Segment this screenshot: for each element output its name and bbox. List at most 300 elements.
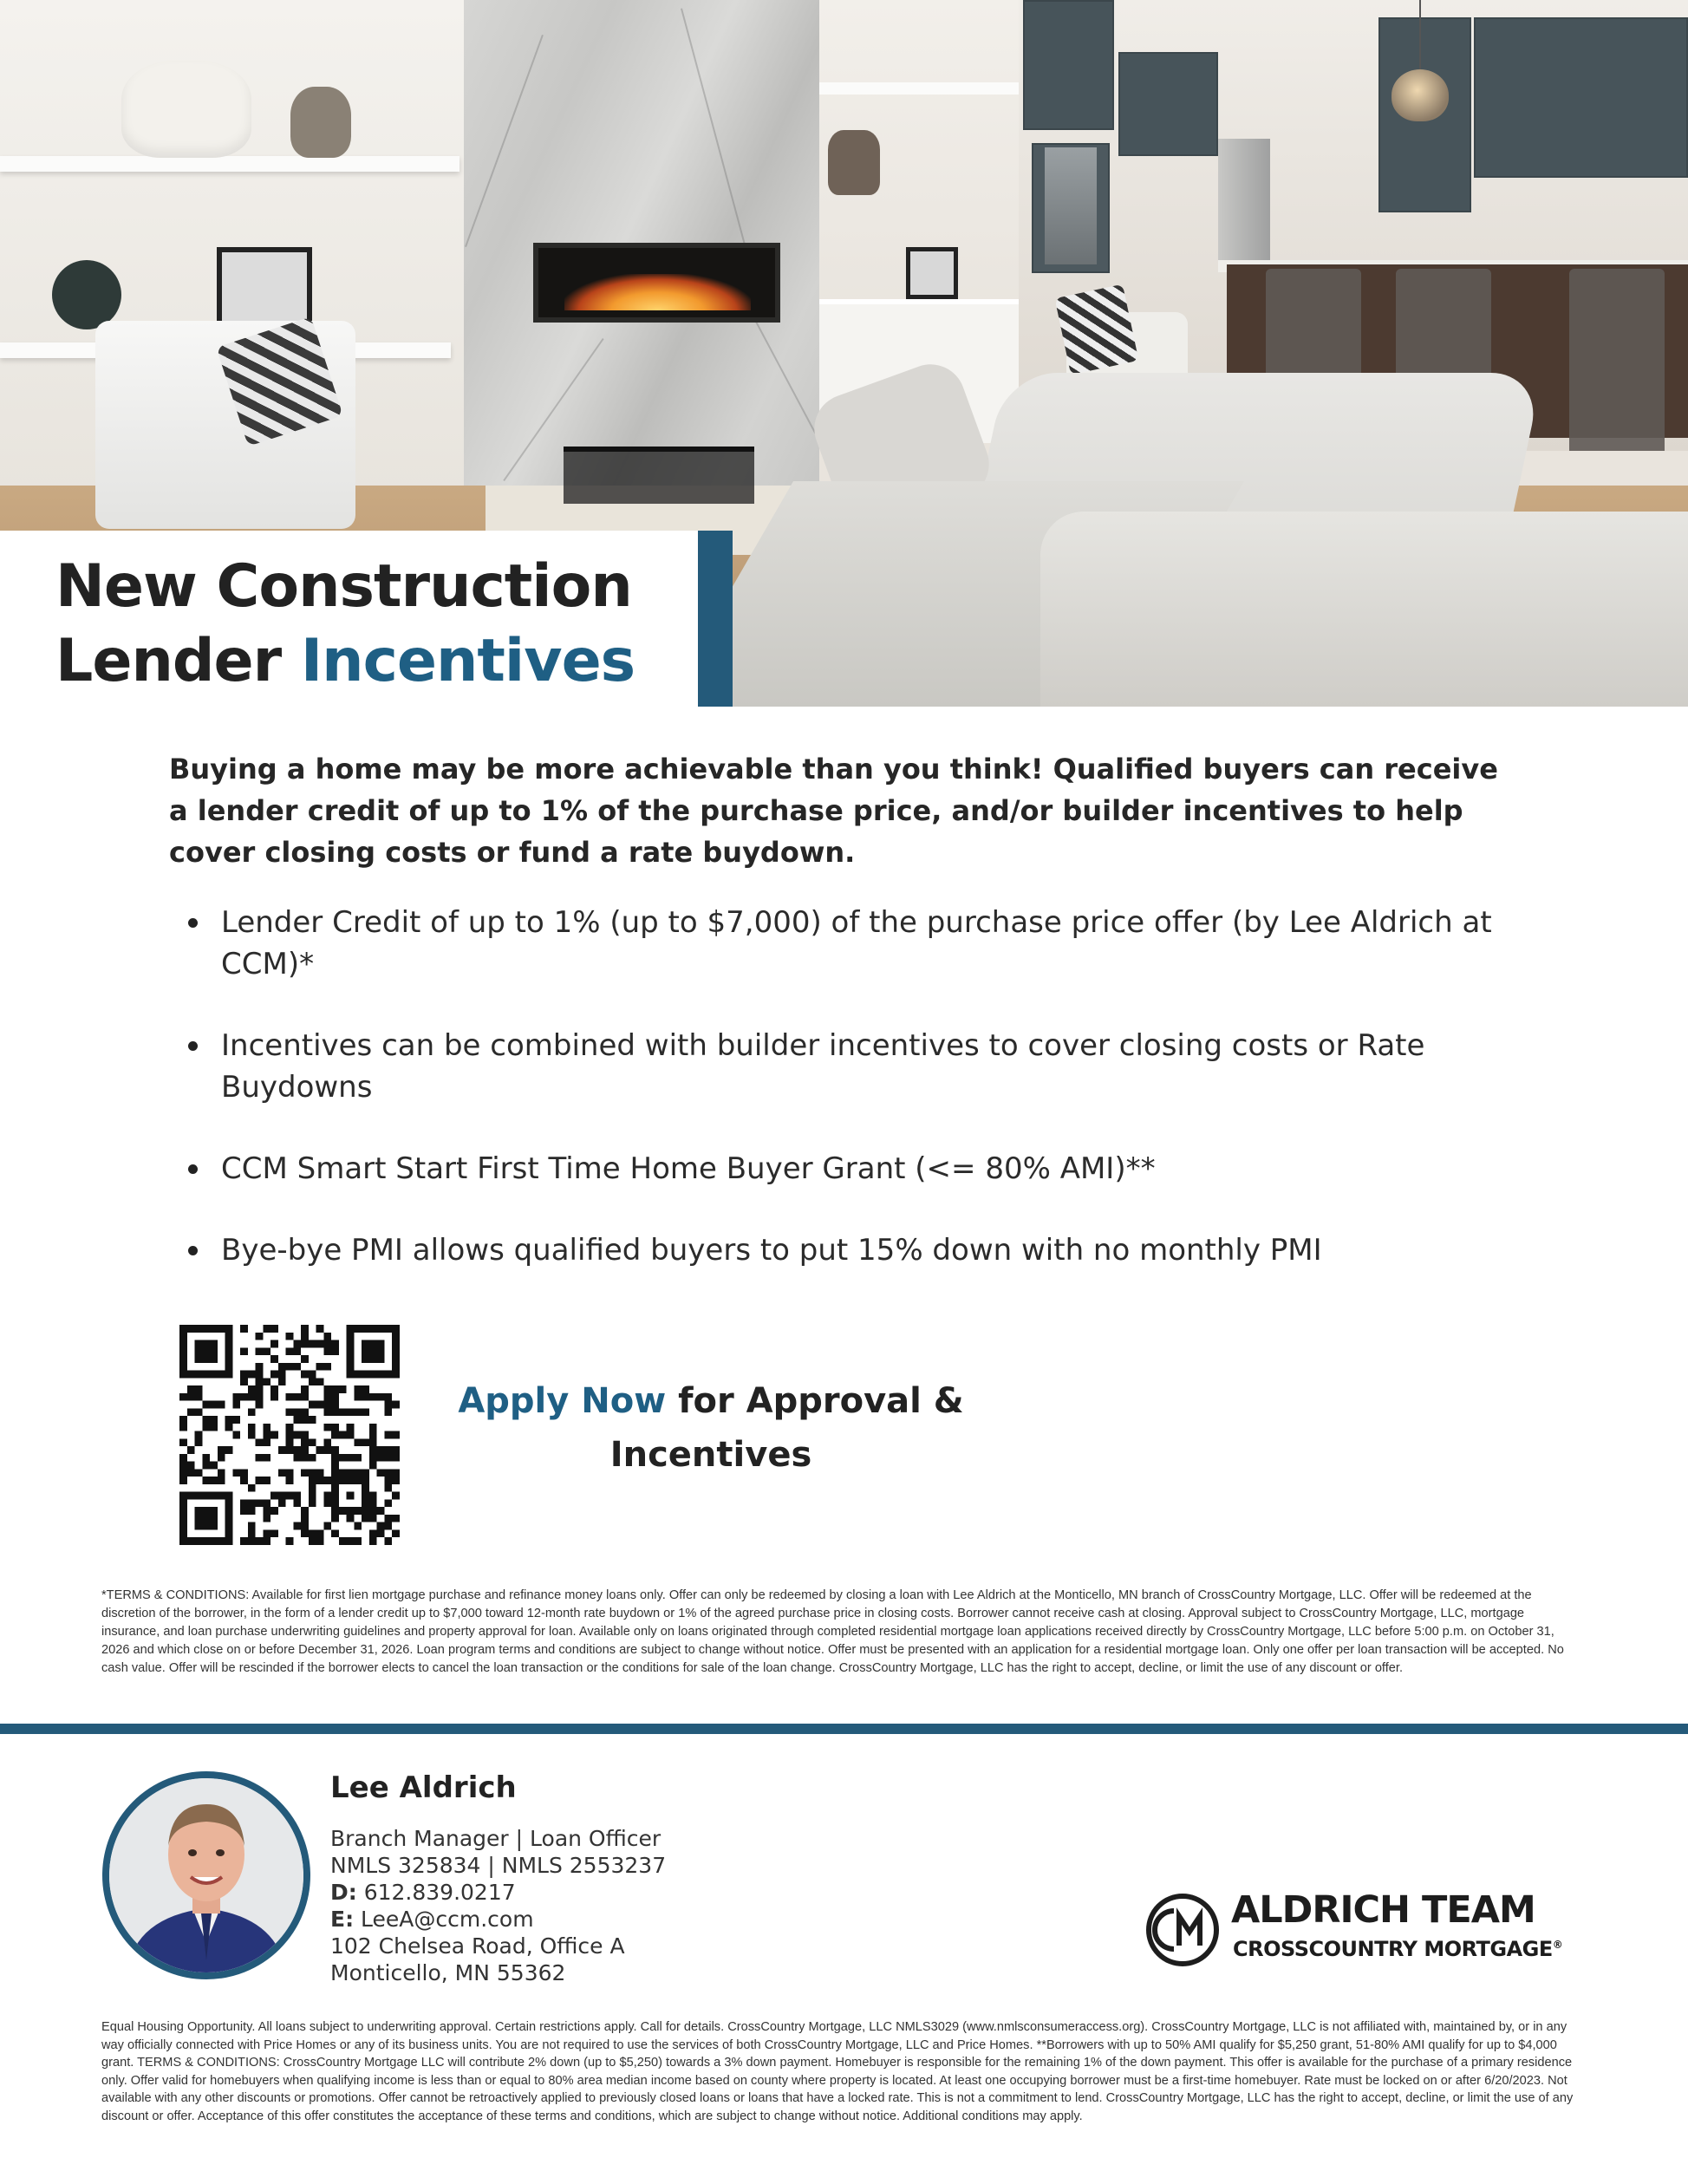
- qr-module: [263, 1424, 270, 1431]
- qr-module: [286, 1408, 294, 1416]
- qr-module: [263, 1347, 270, 1355]
- coffee-table: [564, 447, 754, 504]
- qr-module: [179, 1469, 187, 1477]
- title-accent-bar: [698, 531, 733, 707]
- qr-module: [248, 1371, 256, 1379]
- qr-module: [362, 1408, 369, 1416]
- qr-module: [202, 1401, 210, 1409]
- qr-module: [339, 1469, 347, 1477]
- qr-module: [331, 1507, 339, 1515]
- direct-phone[interactable]: [330, 1879, 666, 1906]
- qr-module: [354, 1522, 362, 1530]
- qr-module: [195, 1340, 203, 1348]
- qr-module: [392, 1363, 400, 1371]
- qr-module: [195, 1537, 203, 1545]
- qr-module: [331, 1424, 339, 1431]
- qr-module: [309, 1401, 316, 1409]
- qr-module: [377, 1325, 385, 1333]
- qr-module: [354, 1454, 362, 1462]
- qr-module: [323, 1401, 331, 1409]
- qr-module: [301, 1438, 309, 1446]
- qr-module: [263, 1325, 270, 1333]
- qr-module: [301, 1325, 309, 1333]
- qr-module: [309, 1454, 316, 1462]
- qr-module: [316, 1446, 324, 1454]
- qr-module: [347, 1371, 355, 1379]
- qr-module: [384, 1393, 392, 1401]
- qr-module: [323, 1385, 331, 1393]
- qr-module: [309, 1484, 316, 1492]
- qr-module: [331, 1446, 339, 1454]
- incentive-text: Bye-bye PMI allows qualified buyers to put 15% down with no monthly PMI: [221, 1233, 1322, 1268]
- qr-module: [225, 1492, 233, 1500]
- qr-module: [369, 1347, 377, 1355]
- loan-officer-photo: [109, 1778, 303, 1972]
- qr-module: [392, 1340, 400, 1348]
- qr-module: [263, 1454, 270, 1462]
- qr-module: [218, 1492, 225, 1500]
- qr-module: [384, 1515, 392, 1522]
- qr-module: [392, 1347, 400, 1355]
- qr-module: [377, 1371, 385, 1379]
- qr-module: [232, 1431, 240, 1439]
- qr-module: [354, 1393, 362, 1401]
- qr-module: [278, 1371, 286, 1379]
- qr-module: [347, 1507, 355, 1515]
- qr-module: [248, 1393, 256, 1401]
- qr-module: [187, 1462, 195, 1470]
- qr-module: [309, 1537, 316, 1545]
- qr-module: [210, 1462, 218, 1470]
- decor-vase: [290, 87, 351, 158]
- sofa-arm: [1040, 512, 1688, 707]
- qr-module: [354, 1477, 362, 1484]
- qr-module: [316, 1477, 324, 1484]
- qr-module: [362, 1340, 369, 1348]
- qr-module: [202, 1477, 210, 1484]
- email-address[interactable]: LeeA@ccm.com: [354, 1907, 534, 1932]
- qr-module: [347, 1333, 355, 1340]
- qr-module: [179, 1393, 187, 1401]
- incentive-item: [169, 902, 1522, 985]
- qr-module: [202, 1454, 210, 1462]
- qr-module: [301, 1393, 309, 1401]
- qr-module: [195, 1393, 203, 1401]
- qr-module: [202, 1492, 210, 1500]
- qr-module: [225, 1446, 233, 1454]
- qr-module: [339, 1477, 347, 1484]
- apply-now-label[interactable]: Apply Now: [458, 1381, 667, 1421]
- qr-module: [323, 1340, 331, 1348]
- qr-module: [286, 1438, 294, 1446]
- qr-module: [323, 1333, 331, 1340]
- qr-module: [179, 1371, 187, 1379]
- qr-module: [225, 1424, 233, 1431]
- qr-module: [263, 1529, 270, 1537]
- qr-module: [195, 1438, 203, 1446]
- qr-module: [369, 1537, 377, 1545]
- qr-module: [210, 1537, 218, 1545]
- qr-module: [323, 1408, 331, 1416]
- qr-module: [301, 1355, 309, 1363]
- qr-module: [369, 1371, 377, 1379]
- qr-module: [263, 1477, 270, 1484]
- pendant-light: [1391, 69, 1449, 121]
- qr-module: [301, 1431, 309, 1439]
- qr-module: [187, 1371, 195, 1379]
- qr-module: [218, 1537, 225, 1545]
- qr-module: [362, 1325, 369, 1333]
- qr-module: [384, 1477, 392, 1484]
- qr-module: [179, 1347, 187, 1355]
- qr-module: [339, 1454, 347, 1462]
- qr-module: [225, 1347, 233, 1355]
- qr-module: [354, 1507, 362, 1515]
- company-logo: [1143, 1888, 1593, 1975]
- qr-module: [323, 1363, 331, 1371]
- bullet-icon: [188, 1246, 198, 1255]
- qr-module: [347, 1347, 355, 1355]
- qr-module: [309, 1378, 316, 1385]
- qr-module: [362, 1438, 369, 1446]
- title-line-2-accent: Incentives: [300, 627, 635, 695]
- wall-shelf: [0, 156, 459, 172]
- qr-module: [240, 1499, 248, 1507]
- incentive-list: [169, 902, 1522, 1311]
- qr-module: [339, 1507, 347, 1515]
- qr-module: [202, 1325, 210, 1333]
- qr-module: [301, 1408, 309, 1416]
- qr-module: [309, 1477, 316, 1484]
- qr-module: [347, 1537, 355, 1545]
- qr-module: [270, 1355, 278, 1363]
- qr-module: [293, 1340, 301, 1348]
- qr-module: [331, 1431, 339, 1439]
- qr-module: [301, 1340, 309, 1348]
- qr-module: [232, 1469, 240, 1477]
- qr-module: [331, 1454, 339, 1462]
- refrigerator: [1218, 139, 1270, 269]
- qr-code-icon[interactable]: [179, 1325, 400, 1545]
- qr-module: [369, 1454, 377, 1462]
- qr-module: [369, 1325, 377, 1333]
- qr-module: [362, 1393, 369, 1401]
- qr-module: [309, 1492, 316, 1500]
- qr-module: [301, 1333, 309, 1340]
- qr-module: [202, 1347, 210, 1355]
- qr-module: [248, 1431, 256, 1439]
- qr-module: [331, 1484, 339, 1492]
- qr-module: [377, 1340, 385, 1348]
- wall-oven: [1045, 147, 1097, 264]
- title-line-1: New Construction: [55, 552, 632, 621]
- qr-module: [347, 1431, 355, 1439]
- qr-module: [293, 1431, 301, 1439]
- qr-module: [369, 1438, 377, 1446]
- apply-now-cta[interactable]: [407, 1374, 1014, 1482]
- qr-module: [377, 1454, 385, 1462]
- qr-module: [195, 1515, 203, 1522]
- bullet-icon: [188, 918, 198, 928]
- qr-module: [362, 1515, 369, 1522]
- qr-module: [179, 1355, 187, 1363]
- qr-module: [339, 1537, 347, 1545]
- qr-module: [347, 1515, 355, 1522]
- qr-module: [301, 1507, 309, 1515]
- qr-module: [392, 1431, 400, 1439]
- qr-module: [331, 1492, 339, 1500]
- qr-module: [301, 1416, 309, 1424]
- qr-module: [278, 1499, 286, 1507]
- qr-module: [256, 1363, 264, 1371]
- qr-module: [210, 1347, 218, 1355]
- qr-module: [384, 1469, 392, 1477]
- qr-module: [293, 1416, 301, 1424]
- qr-module: [354, 1325, 362, 1333]
- qr-module: [256, 1401, 264, 1409]
- qr-module: [240, 1507, 248, 1515]
- qr-module: [232, 1401, 240, 1409]
- qr-module: [377, 1522, 385, 1530]
- qr-module: [179, 1507, 187, 1515]
- qr-module: [179, 1515, 187, 1522]
- qr-module: [362, 1385, 369, 1393]
- qr-module: [248, 1537, 256, 1545]
- qr-module: [195, 1347, 203, 1355]
- qr-module: [187, 1385, 195, 1393]
- qr-module: [179, 1537, 187, 1545]
- qr-module: [384, 1484, 392, 1492]
- qr-module: [392, 1325, 400, 1333]
- qr-module: [179, 1462, 187, 1470]
- qr-module: [202, 1462, 210, 1470]
- incentive-text: Incentives can be combined with builder incentives to cover closing costs or Rate Buydowns: [221, 1028, 1425, 1105]
- qr-module: [347, 1408, 355, 1416]
- qr-module: [263, 1438, 270, 1446]
- qr-module: [278, 1363, 286, 1371]
- qr-module: [369, 1424, 377, 1431]
- qr-module: [240, 1378, 248, 1385]
- qr-module: [256, 1378, 264, 1385]
- qr-module: [187, 1325, 195, 1333]
- qr-module: [309, 1416, 316, 1424]
- qr-module: [278, 1492, 286, 1500]
- qr-module: [392, 1515, 400, 1522]
- qr-module: [316, 1469, 324, 1477]
- qr-module: [301, 1454, 309, 1462]
- qr-module: [210, 1424, 218, 1431]
- qr-module: [347, 1340, 355, 1348]
- email[interactable]: [330, 1906, 666, 1933]
- qr-module: [225, 1529, 233, 1537]
- qr-module: [286, 1446, 294, 1454]
- qr-module: [256, 1438, 264, 1446]
- qr-module: [309, 1371, 316, 1379]
- qr-module: [248, 1507, 256, 1515]
- ccm-logo-icon: [1144, 1892, 1221, 1968]
- qr-module: [202, 1424, 210, 1431]
- qr-module: [392, 1371, 400, 1379]
- qr-module: [377, 1393, 385, 1401]
- legal-disclaimer: Equal Housing Opportunity. All loans subject to underwriting approval. Certain restrictions apply. Call for details. CrossCountry Mortgage, LLC NMLS3029 (www.nmlsconsumeraccess.org). CrossCountry Mortgage, LLC is not affiliated with, maintained by, or in any way officially connected with Price Homes or any of its business units. You are not required to use the services of both CrossCountry Mortgage, LLC and Price Homes. **Borrowers with up to 50% AMI qualify for $5,250 grant, 51-80% AMI qualify for up to $4,000 grant. TERMS & CONDITIONS: CrossCountry Mortgage LLC will contribute 2% down (up to $5,250) towards a 3% down payment. Homebuyer is responsible for the remaining 1% of the down payment. This offer is available for the purchase of a primary residence only. Offer valid for homebuyers when qualifying income is less than or equal to 80% area median income based on county where property is located. At least one occupying borrower must be a first-time homebuyer. Rate must be locked on or after 6/20/2023. Not available with any other discounts or promotions. Offer cannot be retroactively applied to previously closed loans or loans that have a locked rate. This is not a commitment to lend. CrossCountry Mortgage, LLC has the right to accept, decline, or limit the use of any discount or offer. Acceptance of this offer constitutes the acceptance of these terms and conditions, which are subject to change without notice. Additional conditions may apply.: [101, 2020, 1574, 2123]
- qr-module: [270, 1371, 278, 1379]
- qr-module: [309, 1340, 316, 1348]
- qr-module: [270, 1507, 278, 1515]
- direct-label: D:: [330, 1880, 357, 1905]
- qr-module: [301, 1469, 309, 1477]
- qr-module: [354, 1371, 362, 1379]
- qr-module: [248, 1499, 256, 1507]
- qr-module: [392, 1333, 400, 1340]
- qr-module: [316, 1340, 324, 1348]
- qr-module: [301, 1529, 309, 1537]
- qr-module: [286, 1537, 294, 1545]
- qr-module: [347, 1355, 355, 1363]
- qr-module: [347, 1454, 355, 1462]
- qr-module: [248, 1385, 256, 1393]
- terms-and-conditions: *TERMS & CONDITIONS: Available for first lien mortgage purchase and refinance money loans only. Offer can only be redeemed by closing a loan with Lee Aldrich at the Monticello, MN branch of CrossCountry Mortgage, LLC. Offer will be redeemed at the discretion of the borrower, in the form of a lender credit up to $7,000 toward 12-month rate buydown or 1% of the agreed purchase price in closing costs. Borrower cannot receive cash at closing. Approval subject to CrossCountry Mortgage, LLC, mortgage insurance, and loan purchase underwriting guidelines and property approval for loan. Available only on loans originated through completed residential mortgage loan applications received directly by CrossCountry Mortgage, LLC before 5:00 p.m. on October 31, 2026 and which close on or before December 31, 2026. Loan program terms and conditions are subject to change without notice. Offer must be presented with an application for a residential mortgage loan. Only one offer per loan transaction will be accepted. No cash value. Offer will be rescinded if the borrower elects to cancel the loan transaction or the conditions for sale of the loan change. CrossCountry Mortgage, LLC has the right to accept, decline, or limit the use of any discount or offer.: [101, 1588, 1564, 1675]
- qr-module: [293, 1408, 301, 1416]
- qr-module: [218, 1371, 225, 1379]
- qr-module: [331, 1469, 339, 1477]
- kitchen-cabinet: [1023, 0, 1114, 130]
- qr-module: [256, 1499, 264, 1507]
- qr-module: [316, 1537, 324, 1545]
- pendant-cord: [1419, 0, 1421, 71]
- qr-module: [210, 1416, 218, 1424]
- qr-module: [195, 1325, 203, 1333]
- qr-module: [392, 1355, 400, 1363]
- qr-module: [210, 1371, 218, 1379]
- intro-paragraph: Buying a home may be more achievable than you think! Qualified buyers can receive a lender credit of up to 1% of the purchase price, and/or builder incentives to help cover closing costs or fund a rate buydown.: [169, 753, 1498, 869]
- qr-module: [347, 1469, 355, 1477]
- qr-module: [240, 1469, 248, 1477]
- qr-module: [218, 1325, 225, 1333]
- qr-module: [248, 1529, 256, 1537]
- bar-stool: [1569, 269, 1665, 451]
- qr-module: [331, 1340, 339, 1348]
- qr-module: [339, 1385, 347, 1393]
- qr-module: [293, 1446, 301, 1454]
- qr-module: [331, 1408, 339, 1416]
- decor-sculpture: [52, 260, 121, 329]
- qr-module: [392, 1446, 400, 1454]
- qr-module: [210, 1340, 218, 1348]
- qr-module: [316, 1529, 324, 1537]
- qr-module: [369, 1393, 377, 1401]
- qr-module: [384, 1522, 392, 1530]
- incentive-text: CCM Smart Start First Time Home Buyer Grant (<= 80% AMI)**: [221, 1151, 1156, 1186]
- cta-text-line-1: for Approval &: [666, 1381, 964, 1421]
- address-line-2: Monticello, MN 55362: [330, 1960, 566, 1985]
- qr-module: [278, 1446, 286, 1454]
- qr-module: [187, 1469, 195, 1477]
- qr-module: [232, 1393, 240, 1401]
- qr-module: [187, 1446, 195, 1454]
- officer-name: Lee Aldrich: [330, 1770, 517, 1805]
- qr-module: [377, 1469, 385, 1477]
- qr-module: [210, 1325, 218, 1333]
- officer-nmls: NMLS 325834 | NMLS 2553237: [330, 1853, 667, 1878]
- qr-module: [218, 1469, 225, 1477]
- qr-module: [179, 1529, 187, 1537]
- qr-module: [210, 1515, 218, 1522]
- title-line-2-plain: Lender: [55, 627, 301, 695]
- qr-module: [270, 1529, 278, 1537]
- qr-module: [369, 1462, 377, 1470]
- qr-module: [225, 1371, 233, 1379]
- qr-module: [232, 1416, 240, 1424]
- qr-module: [323, 1492, 331, 1500]
- qr-module: [331, 1477, 339, 1484]
- qr-module: [225, 1355, 233, 1363]
- qr-module: [354, 1385, 362, 1393]
- qr-module: [202, 1507, 210, 1515]
- qr-module: [384, 1431, 392, 1439]
- qr-module: [347, 1477, 355, 1484]
- qr-module: [210, 1477, 218, 1484]
- qr-module: [377, 1347, 385, 1355]
- qr-module: [240, 1477, 248, 1484]
- qr-module: [286, 1431, 294, 1439]
- qr-module: [225, 1515, 233, 1522]
- qr-module: [225, 1363, 233, 1371]
- qr-module: [293, 1363, 301, 1371]
- qr-module: [195, 1492, 203, 1500]
- qr-module: [323, 1522, 331, 1530]
- qr-module: [218, 1477, 225, 1484]
- qr-module: [210, 1507, 218, 1515]
- qr-module: [293, 1522, 301, 1530]
- qr-module: [248, 1424, 256, 1431]
- contact-details: [330, 1825, 666, 1986]
- qr-module: [263, 1515, 270, 1522]
- qr-module: [179, 1333, 187, 1340]
- qr-module: [331, 1393, 339, 1401]
- qr-module: [331, 1499, 339, 1507]
- qr-module: [286, 1347, 294, 1355]
- qr-module: [248, 1484, 256, 1492]
- qr-module: [202, 1416, 210, 1424]
- qr-module: [202, 1515, 210, 1522]
- qr-module: [369, 1499, 377, 1507]
- qr-module: [339, 1408, 347, 1416]
- incentive-item: [169, 1025, 1522, 1108]
- qr-module: [263, 1507, 270, 1515]
- qr-module: [384, 1408, 392, 1416]
- qr-module: [256, 1371, 264, 1379]
- qr-module: [331, 1401, 339, 1409]
- qr-module: [392, 1529, 400, 1537]
- qr-module: [362, 1347, 369, 1355]
- qr-module: [354, 1408, 362, 1416]
- qr-module: [362, 1371, 369, 1379]
- qr-module: [369, 1515, 377, 1522]
- qr-module: [309, 1469, 316, 1477]
- qr-module: [369, 1355, 377, 1363]
- qr-module: [225, 1522, 233, 1530]
- qr-module: [286, 1469, 294, 1477]
- qr-module: [179, 1454, 187, 1462]
- qr-module: [293, 1393, 301, 1401]
- direct-number[interactable]: 612.839.0217: [356, 1880, 516, 1905]
- qr-module: [263, 1378, 270, 1385]
- qr-module: [256, 1454, 264, 1462]
- qr-module: [256, 1385, 264, 1393]
- qr-module: [331, 1529, 339, 1537]
- section-divider: [0, 1724, 1688, 1734]
- logo-company-name: [1233, 1937, 1562, 1961]
